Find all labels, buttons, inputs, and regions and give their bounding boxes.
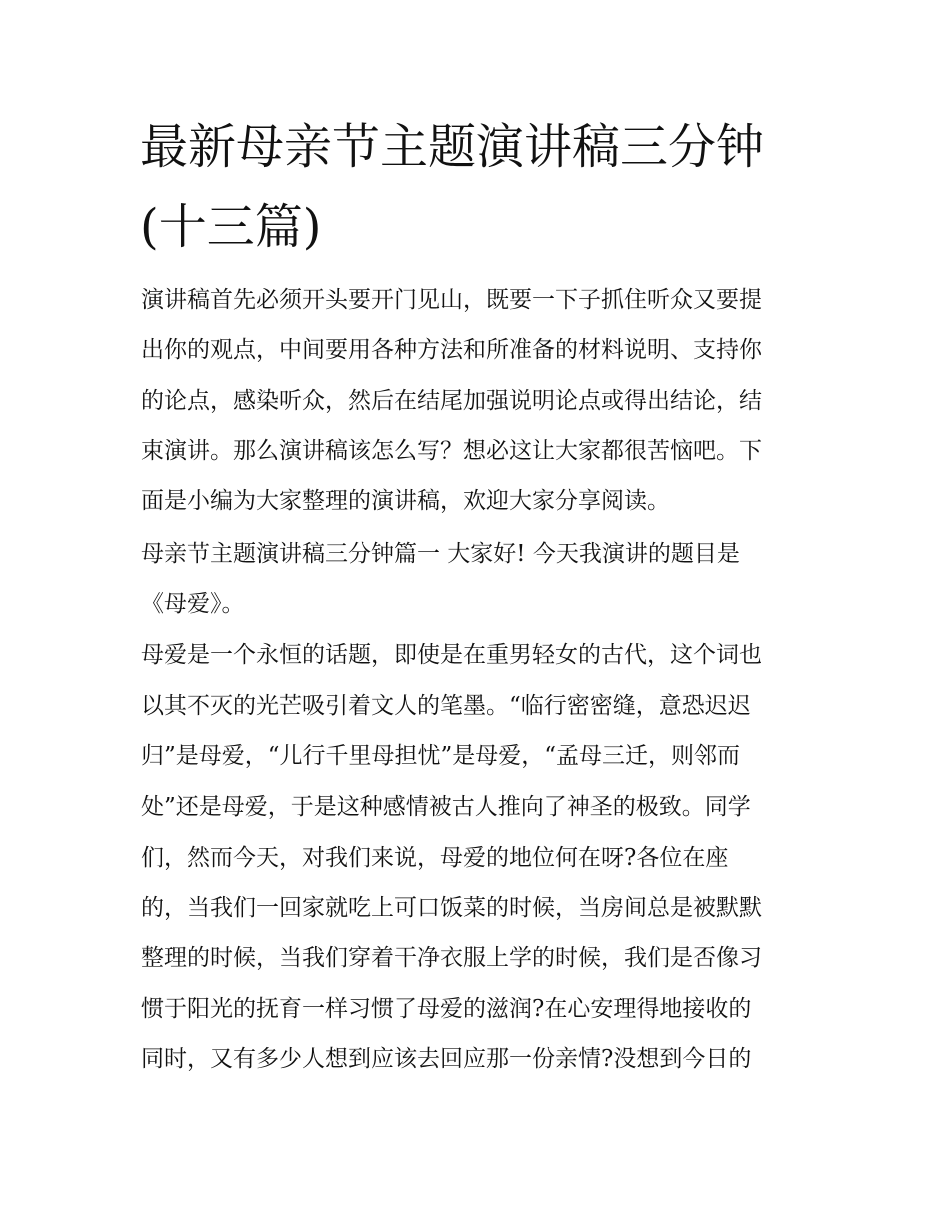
body-line: 整理的时候，当我们穿着干净衣服上学的时候，我们是否像习 <box>141 945 762 971</box>
body-line: 的，当我们一回家就吃上可口饭菜的时候，当房间总是被默默 <box>141 895 762 921</box>
body-line: 《母爱》。 <box>141 591 245 617</box>
body-line: 归”是母爱，“儿行千里母担忧”是母爱，“孟母三迁，则邻而 <box>141 743 741 769</box>
body-line: 处”还是母爱，于是这种感情被古人推向了神圣的极致。同学 <box>141 794 751 820</box>
body-line: 出你的观点，中间要用各种方法和所准备的材料说明、支持你 <box>141 337 762 363</box>
body-line: 演讲稿首先必须开头要开门见山，既要一下子抓住听众又要提 <box>141 287 762 313</box>
document-title-line-2: (十三篇) <box>140 199 322 255</box>
body-line: 母亲节主题演讲稿三分钟篇一 大家好! 今天我演讲的题目是 <box>141 541 740 567</box>
body-line: 以其不灭的光芒吸引着文人的笔墨。“临行密密缝，意恐迟迟 <box>141 693 751 719</box>
document-title-line-1: 最新母亲节主题演讲稿三分钟 <box>140 119 765 175</box>
body-line: 们，然而今天，对我们来说，母爱的地位何在呀?各位在座 <box>141 845 729 871</box>
body-line: 的论点，感染听众，然后在结尾加强说明论点或得出结论，结 <box>141 388 762 414</box>
body-line: 母爱是一个永恒的话题，即使是在重男轻女的古代，这个词也 <box>141 642 762 668</box>
body-line: 同时，又有多少人想到应该去回应那一份亲情?没想到今日的 <box>141 1046 752 1072</box>
body-line: 面是小编为大家整理的演讲稿，欢迎大家分享阅读。 <box>141 488 670 514</box>
body-line: 惯于阳光的抚育一样习惯了母爱的滋润?在心安理得地接收的 <box>141 996 752 1022</box>
body-line: 束演讲。那么演讲稿该怎么写？想必这让大家都很苦恼吧。下 <box>141 438 762 464</box>
